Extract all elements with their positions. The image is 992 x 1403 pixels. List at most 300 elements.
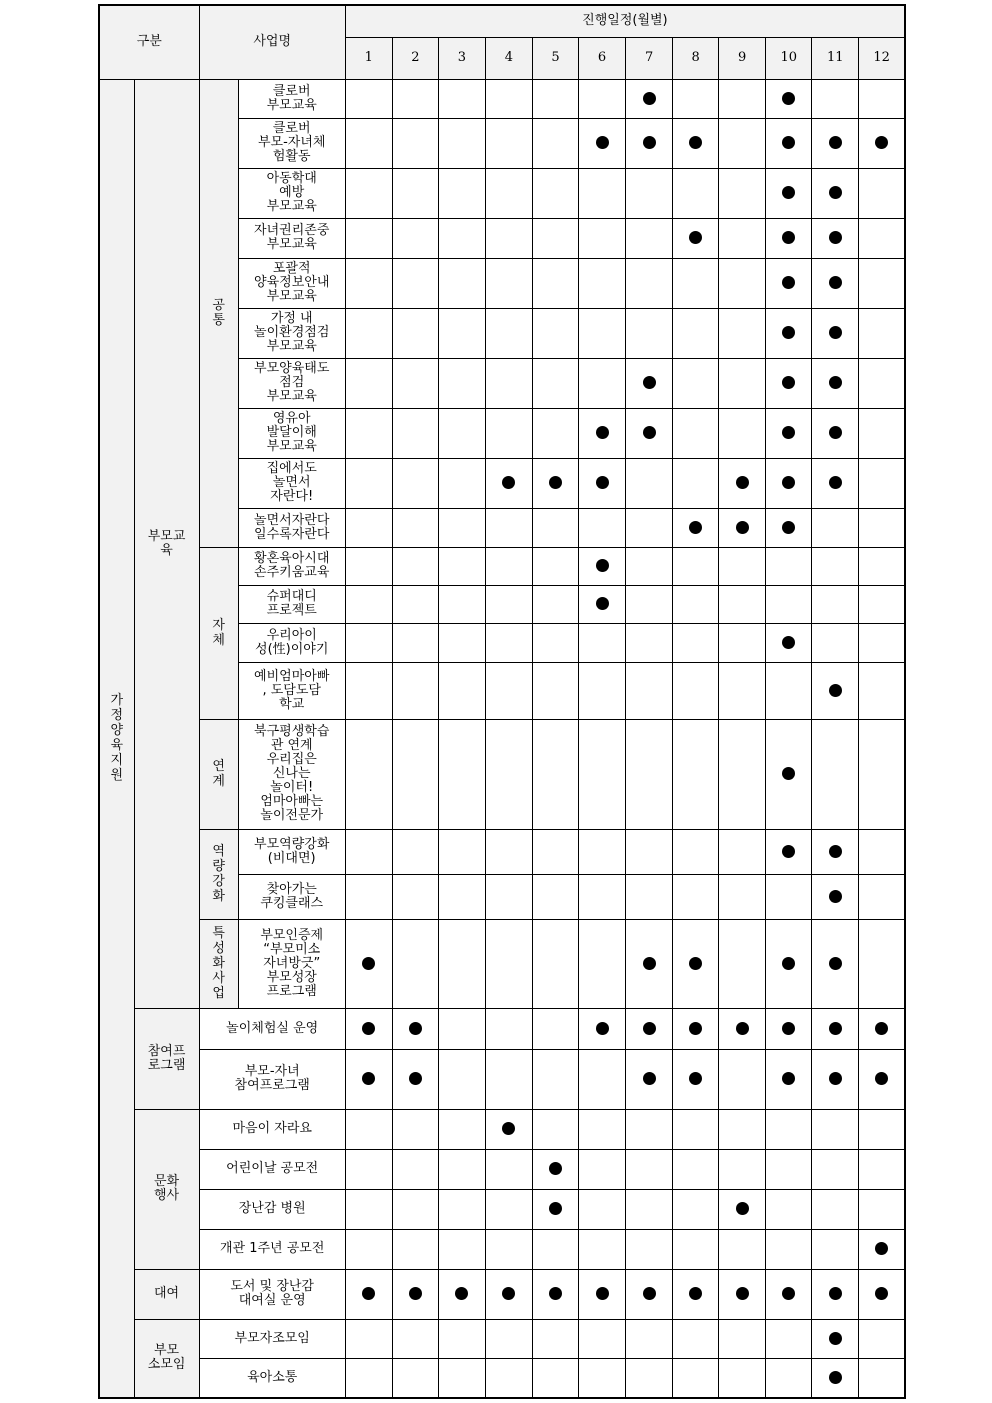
schedule-dot-icon xyxy=(549,1287,562,1300)
month-cell-2 xyxy=(392,1109,438,1149)
subgroup-linked-label: 연계 xyxy=(212,759,225,789)
month-cell-12 xyxy=(859,874,905,919)
month-cell-2 xyxy=(392,1008,438,1049)
month-cell-2 xyxy=(392,919,438,1008)
month-cell-3 xyxy=(438,508,485,547)
month-cell-5 xyxy=(532,623,578,662)
project-name-cell: 자녀권리존중 부모교육 xyxy=(238,218,345,258)
schedule-dot-icon xyxy=(782,845,795,858)
month-cell-12 xyxy=(859,458,905,508)
month-cell-9 xyxy=(719,829,766,874)
month-cell-5 xyxy=(532,79,578,118)
project-name-cell: 황혼육아시대 손주키움교육 xyxy=(238,547,345,585)
month-cell-2 xyxy=(392,874,438,919)
month-cell-11 xyxy=(812,1109,859,1149)
month-cell-2 xyxy=(392,1149,438,1189)
month-cell-2 xyxy=(392,218,438,258)
month-cell-5 xyxy=(532,662,578,719)
month-cell-5 xyxy=(532,358,578,408)
subgroup-capacity xyxy=(199,829,238,919)
month-cell-6 xyxy=(579,118,626,168)
month-cell-12 xyxy=(859,585,905,623)
month-cell-10 xyxy=(766,1229,812,1269)
schedule-dot-icon xyxy=(689,231,702,244)
table-row xyxy=(99,79,905,118)
schedule-dot-icon xyxy=(782,1022,795,1035)
month-cell-12 xyxy=(859,408,905,458)
month-cell-4 xyxy=(485,1229,532,1269)
month-cell-12 xyxy=(859,258,905,308)
month-cell-10 xyxy=(766,1149,812,1189)
month-cell-1 xyxy=(345,919,392,1008)
schedule-dot-icon xyxy=(549,1162,562,1175)
month-cell-7 xyxy=(626,218,673,258)
month-cell-8 xyxy=(673,919,719,1008)
schedule-dot-icon xyxy=(736,476,749,489)
month-cell-10 xyxy=(766,458,812,508)
schedule-dot-icon xyxy=(409,1072,422,1085)
month-cell-7 xyxy=(626,168,673,218)
month-header-11: 11 xyxy=(812,37,859,79)
month-cell-4 xyxy=(485,168,532,218)
month-cell-7 xyxy=(626,308,673,358)
month-cell-10 xyxy=(766,547,812,585)
month-header-7: 7 xyxy=(626,37,673,79)
month-cell-11 xyxy=(812,662,859,719)
month-cell-8 xyxy=(673,1358,719,1398)
month-cell-5 xyxy=(532,218,578,258)
month-cell-12 xyxy=(859,358,905,408)
month-cell-3 xyxy=(438,118,485,168)
month-cell-5 xyxy=(532,719,578,829)
month-cell-7 xyxy=(626,408,673,458)
schedule-dot-icon xyxy=(829,186,842,199)
table-row xyxy=(99,1189,905,1229)
subgroup-capacity-label: 역량강화 xyxy=(212,844,225,904)
month-cell-9 xyxy=(719,258,766,308)
month-cell-9 xyxy=(719,919,766,1008)
month-cell-1 xyxy=(345,1109,392,1149)
month-cell-8 xyxy=(673,547,719,585)
month-cell-10 xyxy=(766,1008,812,1049)
month-cell-2 xyxy=(392,662,438,719)
month-cell-12 xyxy=(859,1269,905,1319)
schedule-dot-icon xyxy=(782,186,795,199)
subgroup-self xyxy=(199,547,238,719)
month-cell-8 xyxy=(673,1049,719,1109)
project-name-cell: 슈퍼대디 프로젝트 xyxy=(238,585,345,623)
project-name-cell: 예비엄마아빠 , 도담도담 학교 xyxy=(238,662,345,719)
subgroup-linked xyxy=(199,719,238,829)
month-cell-1 xyxy=(345,408,392,458)
month-cell-4 xyxy=(485,358,532,408)
project-name-cell: 육아소통 xyxy=(199,1358,345,1398)
month-cell-4 xyxy=(485,1008,532,1049)
month-cell-12 xyxy=(859,79,905,118)
month-cell-10 xyxy=(766,258,812,308)
schedule-dot-icon xyxy=(736,1287,749,1300)
subgroup-special-label: 특성화사업 xyxy=(212,926,225,1001)
month-cell-7 xyxy=(626,1358,673,1398)
month-cell-12 xyxy=(859,1319,905,1358)
month-cell-3 xyxy=(438,458,485,508)
month-cell-7 xyxy=(626,919,673,1008)
schedule-dot-icon xyxy=(829,1022,842,1035)
month-cell-8 xyxy=(673,1149,719,1189)
month-cell-7 xyxy=(626,1049,673,1109)
schedule-dot-icon xyxy=(782,1287,795,1300)
month-cell-7 xyxy=(626,1319,673,1358)
month-cell-11 xyxy=(812,79,859,118)
month-cell-1 xyxy=(345,662,392,719)
month-cell-10 xyxy=(766,118,812,168)
month-cell-9 xyxy=(719,118,766,168)
table-row xyxy=(99,1319,905,1358)
month-cell-4 xyxy=(485,1149,532,1189)
month-header-3: 3 xyxy=(438,37,485,79)
month-cell-2 xyxy=(392,308,438,358)
schedule-dot-icon xyxy=(875,136,888,149)
month-cell-10 xyxy=(766,662,812,719)
project-name-header: 사업명 xyxy=(199,5,345,79)
month-cell-8 xyxy=(673,168,719,218)
month-cell-10 xyxy=(766,1109,812,1149)
month-cell-4 xyxy=(485,1109,532,1149)
schedule-dot-icon xyxy=(689,1072,702,1085)
month-cell-12 xyxy=(859,1229,905,1269)
month-cell-9 xyxy=(719,358,766,408)
schedule-dot-icon xyxy=(829,1287,842,1300)
month-cell-3 xyxy=(438,829,485,874)
month-cell-3 xyxy=(438,168,485,218)
month-cell-8 xyxy=(673,874,719,919)
schedule-dot-icon xyxy=(596,559,609,572)
month-cell-9 xyxy=(719,1358,766,1398)
subgroup-special xyxy=(199,919,238,1008)
month-cell-5 xyxy=(532,874,578,919)
month-cell-12 xyxy=(859,1109,905,1149)
subgroup-common-label: 공통 xyxy=(212,298,225,328)
month-cell-2 xyxy=(392,1049,438,1109)
table-row xyxy=(99,1049,905,1109)
month-cell-2 xyxy=(392,1229,438,1269)
project-name-cell: 부모양육태도 점검 부모교육 xyxy=(238,358,345,408)
month-cell-3 xyxy=(438,258,485,308)
month-cell-1 xyxy=(345,547,392,585)
month-cell-2 xyxy=(392,1269,438,1319)
month-cell-6 xyxy=(579,662,626,719)
month-cell-3 xyxy=(438,662,485,719)
month-cell-12 xyxy=(859,168,905,218)
month-cell-2 xyxy=(392,408,438,458)
schedule-dot-icon xyxy=(362,957,375,970)
month-cell-6 xyxy=(579,1149,626,1189)
month-cell-3 xyxy=(438,1319,485,1358)
month-cell-6 xyxy=(579,1008,626,1049)
schedule-dot-icon xyxy=(643,376,656,389)
month-cell-10 xyxy=(766,1049,812,1109)
schedule-dot-icon xyxy=(689,1287,702,1300)
month-cell-4 xyxy=(485,79,532,118)
month-header-10: 10 xyxy=(766,37,812,79)
schedule-dot-icon xyxy=(643,957,656,970)
month-cell-4 xyxy=(485,919,532,1008)
month-cell-7 xyxy=(626,508,673,547)
month-cell-6 xyxy=(579,585,626,623)
table-row xyxy=(99,1008,905,1049)
month-cell-9 xyxy=(719,508,766,547)
month-cell-2 xyxy=(392,258,438,308)
month-cell-8 xyxy=(673,1109,719,1149)
month-cell-3 xyxy=(438,79,485,118)
schedule-dot-icon xyxy=(782,476,795,489)
project-name-cell: 부모-자녀 참여프로그램 xyxy=(199,1049,345,1109)
month-cell-1 xyxy=(345,508,392,547)
project-name-cell: 부모역량강화 (비대면) xyxy=(238,829,345,874)
schedule-dot-icon xyxy=(596,476,609,489)
month-cell-4 xyxy=(485,585,532,623)
month-cell-8 xyxy=(673,1189,719,1229)
month-cell-9 xyxy=(719,1008,766,1049)
month-header-4: 4 xyxy=(485,37,532,79)
month-cell-11 xyxy=(812,719,859,829)
month-cell-6 xyxy=(579,1358,626,1398)
month-cell-12 xyxy=(859,1049,905,1109)
schedule-dot-icon xyxy=(736,1202,749,1215)
month-cell-10 xyxy=(766,408,812,458)
month-cell-11 xyxy=(812,508,859,547)
project-name-cell: 우리아이 성(性)이야기 xyxy=(238,623,345,662)
month-header-9: 9 xyxy=(719,37,766,79)
month-cell-9 xyxy=(719,1149,766,1189)
month-cell-11 xyxy=(812,1319,859,1358)
month-cell-6 xyxy=(579,829,626,874)
month-cell-3 xyxy=(438,1358,485,1398)
month-cell-4 xyxy=(485,662,532,719)
month-cell-5 xyxy=(532,1008,578,1049)
month-header-8: 8 xyxy=(673,37,719,79)
table-row xyxy=(99,1109,905,1149)
month-cell-7 xyxy=(626,1229,673,1269)
month-cell-9 xyxy=(719,1109,766,1149)
month-cell-2 xyxy=(392,79,438,118)
month-cell-8 xyxy=(673,258,719,308)
month-cell-9 xyxy=(719,458,766,508)
month-cell-3 xyxy=(438,308,485,358)
month-cell-4 xyxy=(485,874,532,919)
schedule-dot-icon xyxy=(409,1022,422,1035)
month-cell-8 xyxy=(673,662,719,719)
month-cell-9 xyxy=(719,623,766,662)
group-rental: 대여 xyxy=(134,1269,199,1319)
month-cell-4 xyxy=(485,547,532,585)
schedule-dot-icon xyxy=(782,376,795,389)
month-cell-11 xyxy=(812,358,859,408)
month-cell-2 xyxy=(392,168,438,218)
schedule-dot-icon xyxy=(782,1072,795,1085)
schedule-dot-icon xyxy=(362,1287,375,1300)
schedule-dot-icon xyxy=(829,476,842,489)
month-cell-6 xyxy=(579,458,626,508)
month-cell-6 xyxy=(579,258,626,308)
month-cell-6 xyxy=(579,79,626,118)
schedule-table xyxy=(98,4,906,1399)
schedule-dot-icon xyxy=(549,1202,562,1215)
month-cell-4 xyxy=(485,458,532,508)
month-cell-11 xyxy=(812,258,859,308)
month-cell-7 xyxy=(626,623,673,662)
schedule-header: 진행일정(월별) xyxy=(345,5,905,37)
month-cell-11 xyxy=(812,623,859,662)
month-cell-8 xyxy=(673,1229,719,1269)
month-cell-12 xyxy=(859,919,905,1008)
month-cell-3 xyxy=(438,719,485,829)
schedule-dot-icon xyxy=(596,426,609,439)
month-cell-7 xyxy=(626,585,673,623)
month-cell-8 xyxy=(673,585,719,623)
project-name-cell: 포괄적 양육정보안내 부모교육 xyxy=(238,258,345,308)
month-cell-3 xyxy=(438,358,485,408)
month-cell-11 xyxy=(812,118,859,168)
schedule-dot-icon xyxy=(643,1022,656,1035)
schedule-dot-icon xyxy=(875,1287,888,1300)
month-cell-6 xyxy=(579,508,626,547)
month-cell-1 xyxy=(345,1269,392,1319)
schedule-dot-icon xyxy=(782,276,795,289)
month-cell-10 xyxy=(766,358,812,408)
month-cell-7 xyxy=(626,874,673,919)
table-row xyxy=(99,829,905,874)
schedule-dot-icon xyxy=(689,957,702,970)
project-name-cell: 놀이체험실 운영 xyxy=(199,1008,345,1049)
month-cell-1 xyxy=(345,1049,392,1109)
schedule-dot-icon xyxy=(782,92,795,105)
month-cell-12 xyxy=(859,662,905,719)
month-cell-4 xyxy=(485,118,532,168)
project-name-cell: 가정 내 놀이환경점검 부모교육 xyxy=(238,308,345,358)
month-cell-8 xyxy=(673,1008,719,1049)
month-cell-8 xyxy=(673,623,719,662)
month-cell-6 xyxy=(579,358,626,408)
group-parent-small-group: 부모 소모임 xyxy=(134,1319,199,1398)
month-cell-1 xyxy=(345,168,392,218)
group-parent-education: 부모교 육 xyxy=(134,79,199,1008)
subgroup-common xyxy=(199,79,238,547)
schedule-dot-icon xyxy=(829,1371,842,1384)
subgroup-self-label: 자체 xyxy=(212,618,225,648)
month-cell-12 xyxy=(859,829,905,874)
month-cell-12 xyxy=(859,719,905,829)
month-cell-4 xyxy=(485,719,532,829)
month-cell-1 xyxy=(345,1008,392,1049)
month-cell-6 xyxy=(579,623,626,662)
month-cell-5 xyxy=(532,1358,578,1398)
month-cell-8 xyxy=(673,829,719,874)
month-cell-5 xyxy=(532,1229,578,1269)
month-cell-11 xyxy=(812,218,859,258)
project-name-cell: 어린이날 공모전 xyxy=(199,1149,345,1189)
schedule-dot-icon xyxy=(782,957,795,970)
month-cell-7 xyxy=(626,458,673,508)
schedule-dot-icon xyxy=(829,326,842,339)
month-cell-8 xyxy=(673,358,719,408)
month-cell-7 xyxy=(626,1109,673,1149)
month-cell-10 xyxy=(766,1358,812,1398)
month-cell-11 xyxy=(812,458,859,508)
month-cell-1 xyxy=(345,258,392,308)
month-cell-3 xyxy=(438,1049,485,1109)
month-cell-8 xyxy=(673,1269,719,1319)
project-name-cell: 부모인증제 “부모미소 자녀방긋” 부모성장 프로그램 xyxy=(238,919,345,1008)
schedule-dot-icon xyxy=(596,136,609,149)
month-cell-5 xyxy=(532,118,578,168)
month-cell-10 xyxy=(766,308,812,358)
month-cell-5 xyxy=(532,1049,578,1109)
month-cell-9 xyxy=(719,1189,766,1229)
schedule-dot-icon xyxy=(736,521,749,534)
month-cell-4 xyxy=(485,829,532,874)
schedule-dot-icon xyxy=(829,890,842,903)
month-cell-10 xyxy=(766,1319,812,1358)
month-cell-12 xyxy=(859,1008,905,1049)
month-cell-1 xyxy=(345,585,392,623)
month-cell-12 xyxy=(859,308,905,358)
month-cell-8 xyxy=(673,1319,719,1358)
month-cell-1 xyxy=(345,308,392,358)
month-cell-11 xyxy=(812,1229,859,1269)
schedule-dot-icon xyxy=(829,957,842,970)
month-cell-3 xyxy=(438,1189,485,1229)
month-cell-3 xyxy=(438,547,485,585)
month-cell-9 xyxy=(719,408,766,458)
table-row xyxy=(99,919,905,1008)
month-cell-6 xyxy=(579,1229,626,1269)
schedule-dot-icon xyxy=(829,1332,842,1345)
month-cell-10 xyxy=(766,79,812,118)
month-cell-6 xyxy=(579,1109,626,1149)
month-cell-10 xyxy=(766,1189,812,1229)
schedule-dot-icon xyxy=(782,767,795,780)
project-name-cell: 도서 및 장난감 대여실 운영 xyxy=(199,1269,345,1319)
project-name-cell: 클로버 부모-자녀체 험활동 xyxy=(238,118,345,168)
month-cell-4 xyxy=(485,258,532,308)
month-cell-3 xyxy=(438,218,485,258)
month-cell-8 xyxy=(673,408,719,458)
schedule-dot-icon xyxy=(782,231,795,244)
schedule-dot-icon xyxy=(875,1242,888,1255)
schedule-dot-icon xyxy=(736,1022,749,1035)
month-cell-9 xyxy=(719,79,766,118)
month-cell-3 xyxy=(438,919,485,1008)
month-cell-10 xyxy=(766,1269,812,1319)
table-row xyxy=(99,719,905,829)
month-cell-11 xyxy=(812,829,859,874)
schedule-dot-icon xyxy=(502,1287,515,1300)
month-cell-5 xyxy=(532,1109,578,1149)
project-name-cell: 놀면서자란다 일수록자란다 xyxy=(238,508,345,547)
month-cell-7 xyxy=(626,1189,673,1229)
month-cell-7 xyxy=(626,79,673,118)
month-cell-9 xyxy=(719,1229,766,1269)
schedule-dot-icon xyxy=(782,326,795,339)
schedule-dot-icon xyxy=(455,1287,468,1300)
month-cell-1 xyxy=(345,1149,392,1189)
schedule-dot-icon xyxy=(875,1022,888,1035)
month-cell-1 xyxy=(345,118,392,168)
month-cell-9 xyxy=(719,1269,766,1319)
month-cell-5 xyxy=(532,1149,578,1189)
month-cell-2 xyxy=(392,118,438,168)
